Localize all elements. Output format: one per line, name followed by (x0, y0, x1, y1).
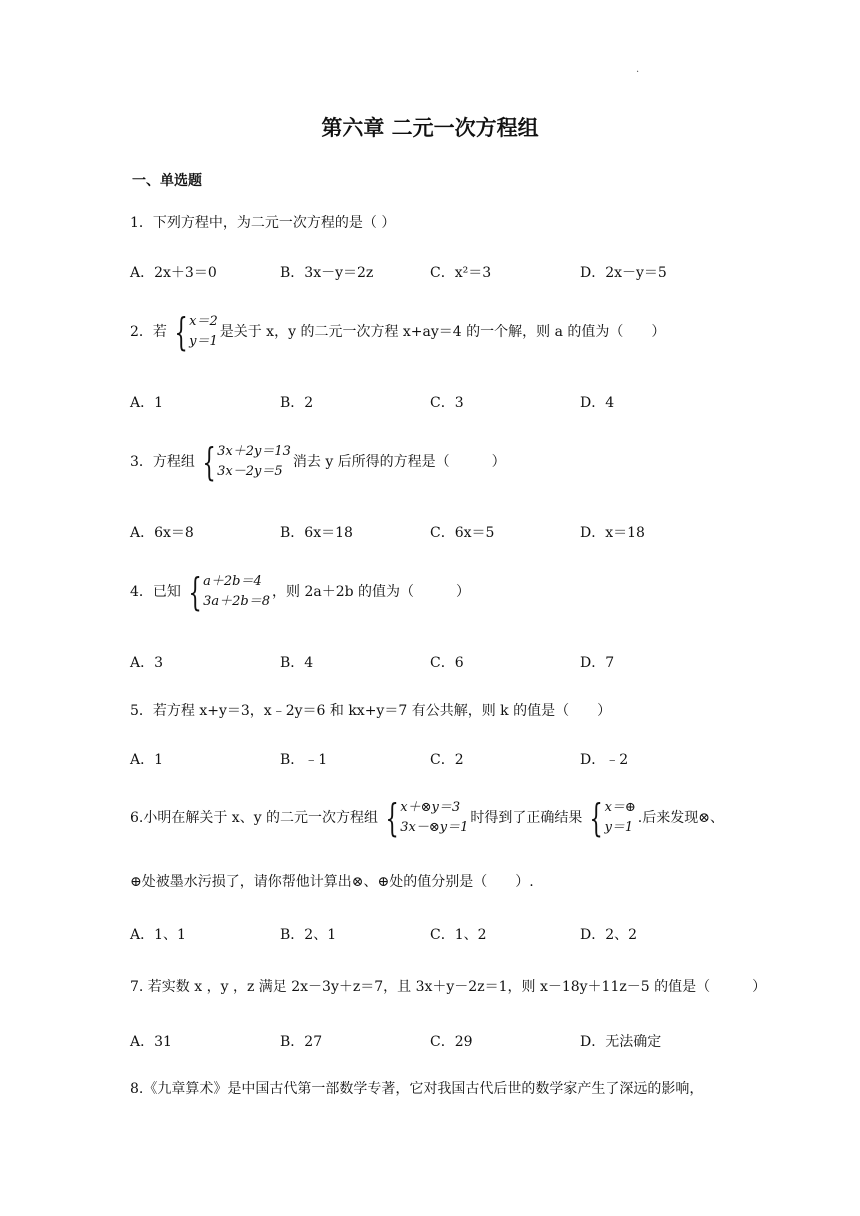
brace-icon: { (385, 796, 399, 840)
option-b: B．27 (280, 1034, 323, 1050)
question-1-stem: 1．下列方程中，为二元一次方程的是（ ） (130, 215, 396, 231)
option-a: A．1 (130, 752, 164, 768)
option-b: B．3x－y＝2z (280, 265, 374, 281)
option-d: D．2、2 (580, 927, 638, 943)
question-6-stem: 6.小明在解关于 x、y 的二元一次方程组 { x＋⊗y＝3 3x－⊗y＝1 时得到了正确结果 { x＝⊕ y＝1 .后来发现⊗、 (130, 796, 724, 840)
option-a: A．3 (130, 655, 164, 671)
brace-icon: { (174, 310, 188, 354)
option-b: B．2、1 (280, 927, 337, 943)
option-c: C．6 (430, 655, 464, 671)
option-c: C．6x＝5 (430, 525, 495, 541)
brace-icon: { (188, 570, 202, 614)
option-d: D．2x－y＝5 (580, 265, 667, 281)
option-d: D．﹣2 (580, 752, 629, 768)
equation-system: { 3x＋2y＝13 3x－2y＝5 (202, 440, 291, 484)
header-dot: . (636, 64, 640, 75)
option-b: B．4 (280, 655, 314, 671)
solution-system: { x＝⊕ y＝1 (589, 796, 636, 840)
option-a: A．1 (130, 395, 164, 411)
option-d: D．4 (580, 395, 615, 411)
chapter-title: 第六章 二元一次方程组 (321, 116, 539, 140)
question-6-stem-line2: ⊕处被墨水污损了，请你帮他计算出⊗、⊕处的值分别是（ ）. (130, 874, 534, 890)
option-c: C．3 (430, 395, 464, 411)
option-a: A．31 (130, 1034, 172, 1050)
option-d: D．x＝18 (580, 525, 645, 541)
question-5-stem: 5．若方程 x+y＝3，x﹣2y＝6 和 kx+y＝7 有公共解，则 k 的值是（ ） (130, 703, 612, 719)
option-a: A．1、1 (130, 927, 186, 943)
brace-icon: { (589, 796, 604, 840)
equation-system: { x＝2 y＝1 (174, 310, 218, 354)
equation-system: { a＋2b＝4 3a＋2b＝8 (188, 570, 270, 614)
question-4-stem: 4．已知 { a＋2b＝4 3a＋2b＝8 ，则 2a＋2b 的值为（ ） (130, 570, 471, 614)
question-7-stem: 7. 若实数 x ，y ，z 满足 2x－3y＋z＝7，且 3x＋y－2z＝1，则 x－18y＋11z－5 的值是（ ） (130, 979, 767, 995)
option-b: B．2 (280, 395, 314, 411)
option-c: C．29 (430, 1034, 473, 1050)
option-a: A．2x＋3＝0 (130, 265, 217, 281)
option-c: C．1、2 (430, 927, 487, 943)
question-3-stem: 3．方程组 { 3x＋2y＝13 3x－2y＝5 消去 y 后所得的方程是（ ） (130, 440, 506, 484)
option-d: D．7 (580, 655, 615, 671)
option-b: B．6x＝18 (280, 525, 353, 541)
option-c: C．2 (430, 752, 464, 768)
question-8-stem: 8.《九章算术》是中国古代第一部数学专著，它对我国古代后世的数学家产生了深远的影响， (130, 1081, 704, 1097)
section-heading: 一、单选题 (132, 173, 202, 189)
equation-system: { x＋⊗y＝3 3x－⊗y＝1 (385, 796, 469, 840)
option-d: D．无法确定 (580, 1034, 662, 1050)
brace-icon: { (202, 440, 216, 484)
question-2-stem: 2．若 { x＝2 y＝1 是关于 x，y 的二元一次方程 x+ay＝4 的一个解，则 a 的值为（ ） (130, 310, 666, 354)
option-b: B．﹣1 (280, 752, 328, 768)
option-a: A．6x＝8 (130, 525, 194, 541)
option-c: C．x²＝3 (430, 265, 492, 281)
